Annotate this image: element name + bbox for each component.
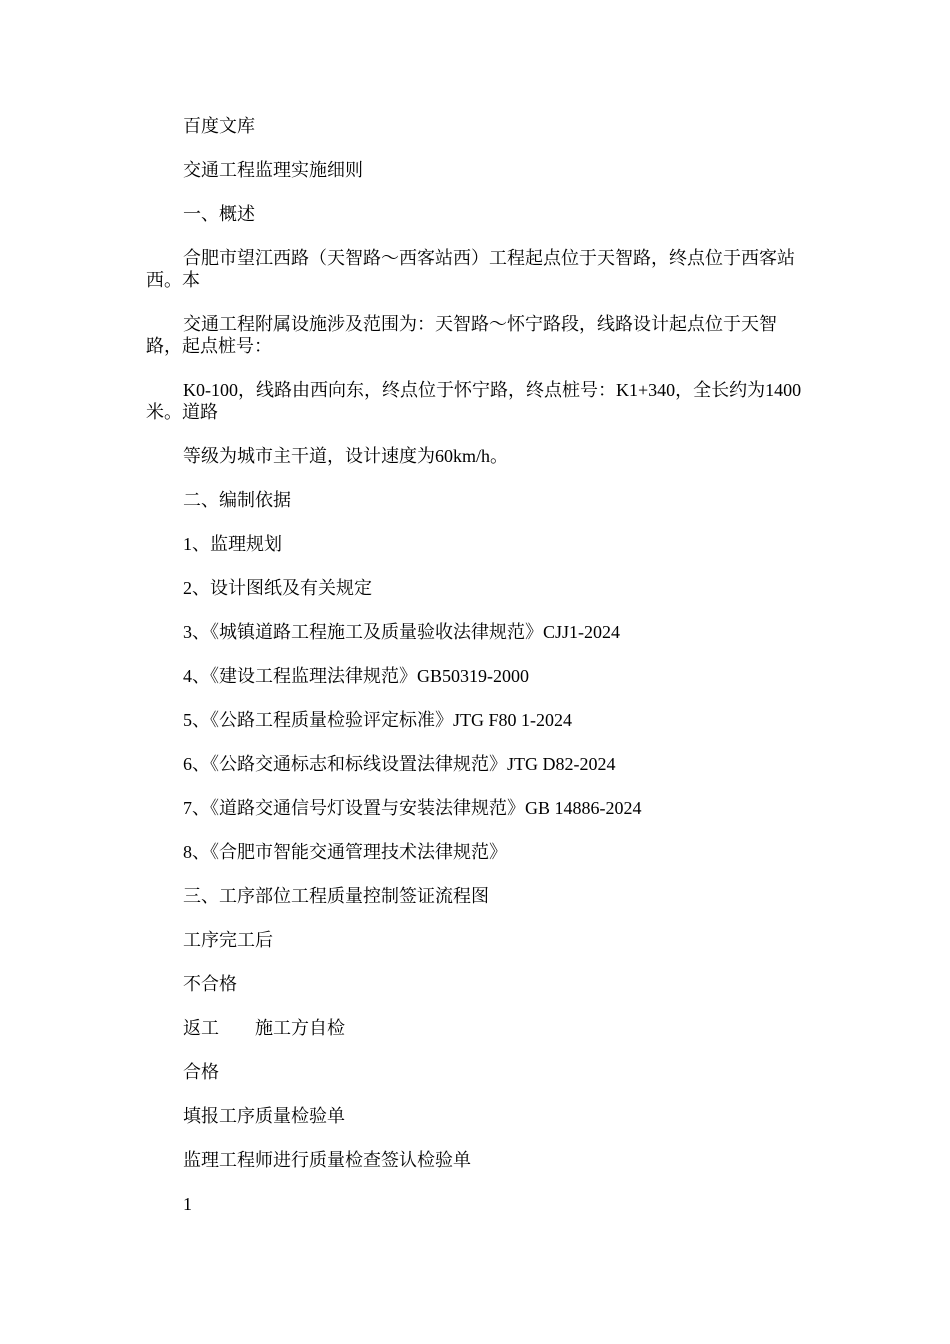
basis-item: 3、《城镇道路工程施工及质量验收法律规范》CJJ1-2024	[183, 622, 621, 642]
basis-item: 1、监理规划	[183, 534, 282, 554]
flow-step-supervisor-check: 监理工程师进行质量检查签认检验单	[183, 1150, 471, 1170]
paragraph-road-grade: 等级为城市主干道，设计速度为60km/h。	[183, 446, 509, 466]
basis-item: 4、《建设工程监理法律规范》GB50319-2000	[183, 666, 529, 686]
basis-item: 8、《合肥市智能交通管理技术法律规范》	[183, 842, 507, 862]
flow-step-completed: 工序完工后	[183, 930, 273, 950]
paragraph-project-location: 合肥市望江西路（天智路～西客站西）工程起点位于天智路，终点位于西客站西。本	[146, 248, 795, 290]
section-heading-basis: 二、编制依据	[183, 490, 291, 510]
flow-label-fail: 不合格	[183, 974, 237, 994]
basis-item: 2、设计图纸及有关规定	[183, 578, 372, 598]
flow-step-self-check: 施工方自检	[255, 1018, 345, 1038]
paragraph-route: K0-100，线路由西向东，终点位于怀宁路，终点桩号：K1+340，全长约为1400米。道路	[146, 380, 802, 422]
section-heading-overview: 一、概述	[183, 204, 255, 224]
flow-label-rework: 返工	[183, 1018, 219, 1038]
basis-item: 5、《公路工程质量检验评定标准》JTG F80 1-2024	[183, 710, 573, 730]
basis-item: 6、《公路交通标志和标线设置法律规范》JTG D82-2024	[183, 754, 616, 774]
basis-item: 7、《道路交通信号灯设置与安装法律规范》GB 14886-2024	[183, 798, 642, 818]
page-number: 1	[183, 1194, 192, 1214]
document-title: 交通工程监理实施细则	[183, 160, 363, 180]
document-header: 百度文库	[183, 116, 255, 136]
paragraph-scope: 交通工程附属设施涉及范围为：天智路～怀宁路段，线路设计起点位于天智路，起点桩号：	[146, 314, 777, 356]
section-heading-flowchart: 三、工序部位工程质量控制签证流程图	[183, 886, 489, 906]
flow-step-fill-form: 填报工序质量检验单	[183, 1106, 345, 1126]
flow-row-rework-selfcheck	[146, 1017, 808, 1039]
flow-label-pass: 合格	[183, 1062, 219, 1082]
